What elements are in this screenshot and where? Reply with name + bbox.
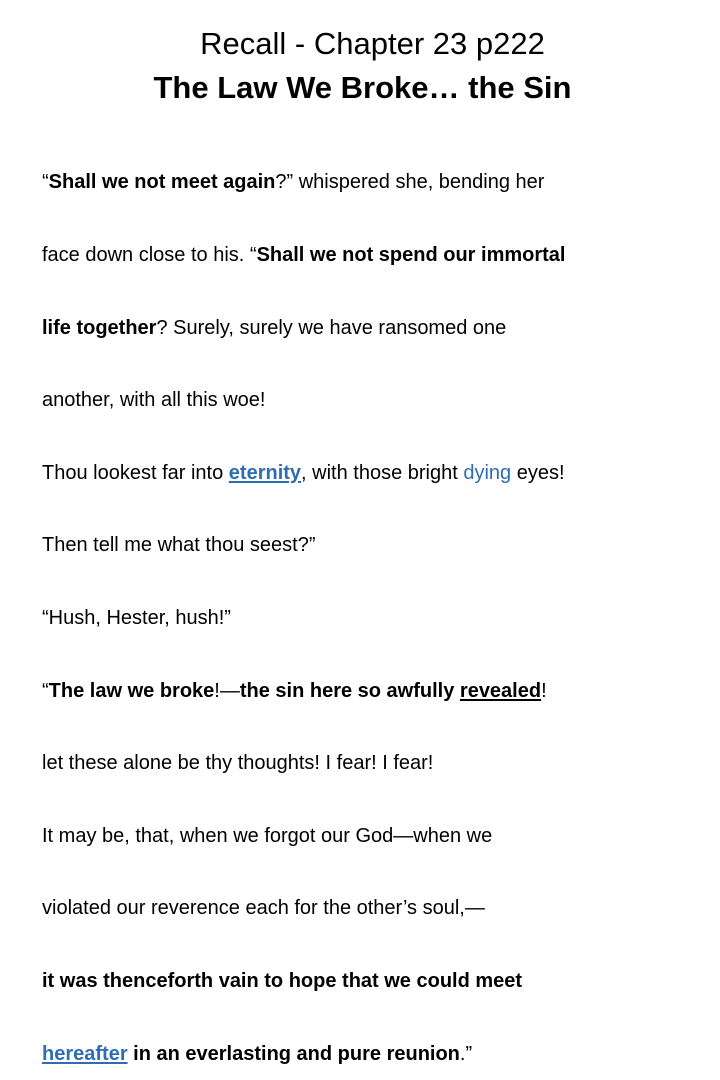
passage-line-12 [42, 969, 702, 993]
quote-passage [42, 122, 702, 1080]
passage-line-13 [42, 1042, 702, 1066]
text-span: ?” whispered she, bending her [275, 171, 545, 194]
highlighted-word: dying [463, 461, 512, 484]
slide-title-line-1: Recall - Chapter 23 p222 [200, 26, 545, 61]
eternity-link[interactable]: eternity [228, 461, 302, 484]
text-span: Then tell me what thou seest?” [42, 534, 316, 557]
bold-phrase: in an everlasting and pure reunion [127, 1042, 460, 1065]
revealed-underlined-word: revealed [459, 679, 542, 702]
text-span: “Hush, Hester, hush!” [42, 606, 231, 629]
bold-phrase: the sin here so awfully [239, 679, 460, 702]
text-span: !— [214, 679, 240, 702]
bold-phrase: it was thenceforth vain to hope that we could meet [42, 969, 523, 992]
text-span: eyes! [511, 461, 565, 484]
slide-title [0, 22, 720, 110]
passage-line-9 [42, 751, 702, 775]
bold-phrase: life together [42, 316, 157, 339]
slide-title-line-2: The Law We Broke… the Sin [153, 70, 572, 105]
passage-line-3 [42, 316, 702, 340]
hereafter-link[interactable]: hereafter [42, 1042, 128, 1065]
text-span: face down close to his. “ [42, 244, 257, 266]
bold-phrase: Shall we not meet again [48, 171, 276, 194]
text-span: .” [459, 1042, 473, 1065]
passage-line-4 [42, 388, 702, 412]
text-span: violated our reverence each for the other’s soul,— [42, 897, 485, 920]
passage-line-5 [42, 461, 702, 485]
passage-line-6 [42, 533, 702, 557]
passage-line-11 [42, 896, 702, 920]
text-span: It may be, that, when we forgot our God—when we [42, 824, 493, 847]
text-span: another, with all this woe! [42, 389, 266, 412]
text-span: ! [541, 679, 547, 702]
text-span: let these alone be thy thoughts! I fear! I fear! [42, 752, 434, 775]
passage-line-2 [42, 243, 702, 267]
bold-phrase: The law we broke [48, 679, 215, 702]
open-quote: “ [42, 679, 49, 702]
open-quote: “ [42, 171, 49, 194]
text-span: , with those bright [301, 461, 464, 484]
text-span: Thou lookest far into [42, 461, 229, 484]
passage-line-1 [42, 170, 702, 194]
passage-line-8 [42, 679, 702, 703]
passage-line-10 [42, 824, 702, 848]
text-span: ? Surely, surely we have ransomed one [156, 316, 507, 339]
passage-line-7 [42, 606, 702, 630]
bold-phrase: Shall we not spend our immortal [256, 244, 566, 266]
